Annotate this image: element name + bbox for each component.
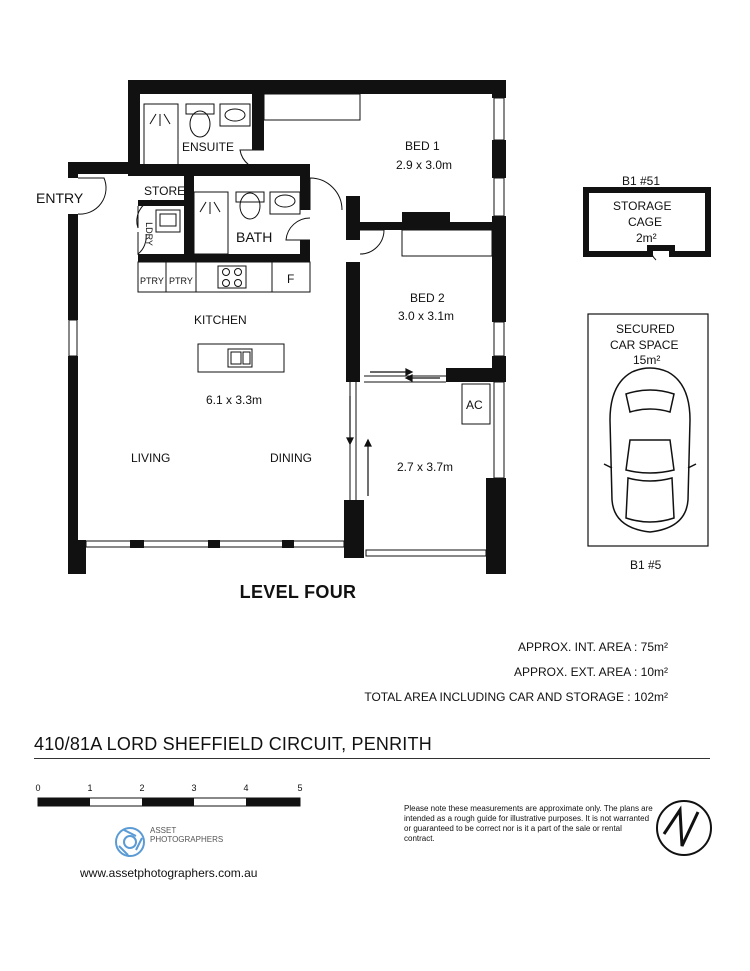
- scale-tick-2: 2: [139, 783, 145, 793]
- store-label: STORE: [144, 184, 186, 198]
- car-id: B1 #5: [630, 558, 662, 572]
- pantry-label-1: PTRY: [140, 276, 164, 286]
- ensuite-fixtures: [144, 104, 250, 166]
- balcony-size: 2.7 x 3.7m: [397, 460, 454, 474]
- bath-label: BATH: [236, 229, 273, 245]
- sliding-door-arrows: [347, 369, 440, 496]
- storage-line2: CAGE: [628, 215, 663, 229]
- scale-tick-0: 0: [35, 783, 41, 793]
- ensuite-label: ENSUITE: [182, 140, 235, 154]
- logo-text: [150, 826, 223, 844]
- ac-label: AC: [466, 398, 483, 412]
- property-address: 410/81A LORD SHEFFIELD CIRCUIT, PENRITH: [34, 734, 432, 754]
- car-line2: CAR SPACE: [610, 338, 679, 352]
- scale-tick-5: 5: [297, 783, 303, 793]
- entry-label: ENTRY: [36, 190, 84, 206]
- living-label: LIVING: [131, 451, 171, 465]
- level-title: LEVEL FOUR: [239, 582, 357, 602]
- logo-line1: ASSET: [150, 826, 177, 835]
- external-area: APPROX. EXT. AREA : 10m²: [513, 665, 668, 679]
- storage-id: B1 #51: [622, 174, 661, 188]
- ldry-label: LDRY: [143, 222, 154, 246]
- scale-tick-1: 1: [87, 783, 93, 793]
- logo-line2: PHOTOGRAPHERS: [150, 835, 224, 844]
- bed2-size: 3.0 x 3.1m: [398, 309, 455, 323]
- website-link[interactable]: www.assetphotographers.com.au: [80, 866, 258, 880]
- scale-tick-3: 3: [191, 783, 197, 793]
- north-arrow-icon: [657, 801, 711, 855]
- bed1-size: 2.9 x 3.0m: [396, 158, 453, 172]
- car-area: 15m²: [633, 353, 661, 367]
- storage-line1: STORAGE: [613, 199, 672, 213]
- total-area: TOTAL AREA INCLUDING CAR AND STORAGE : 102m²: [364, 690, 668, 704]
- fridge-label: F: [287, 272, 295, 286]
- dining-label: DINING: [270, 451, 312, 465]
- divider: [34, 758, 710, 759]
- kitchen-label: KITCHEN: [194, 313, 247, 327]
- pantry-label-2: PTRY: [169, 276, 193, 286]
- internal-area: APPROX. INT. AREA : 75m²: [517, 640, 668, 654]
- disclaimer: Please note these measurements are approximate only. The plans are intended as a rough guide for illustrative purposes. It is not warranted or guaranteed to be correct nor is it a part of the sale or rental contract.: [404, 804, 653, 843]
- storage-area: 2m²: [636, 231, 657, 245]
- car-line1: SECURED: [616, 322, 675, 336]
- walls: [68, 80, 506, 574]
- car-icon: [604, 368, 696, 532]
- scale-tick-4: 4: [243, 783, 249, 793]
- scale-bar: [38, 798, 300, 806]
- bed2-label: BED 2: [410, 291, 445, 305]
- bed1-label: BED 1: [405, 139, 440, 153]
- kitchen-size: 6.1 x 3.3m: [206, 393, 263, 407]
- camera-aperture-logo-icon: [116, 828, 144, 856]
